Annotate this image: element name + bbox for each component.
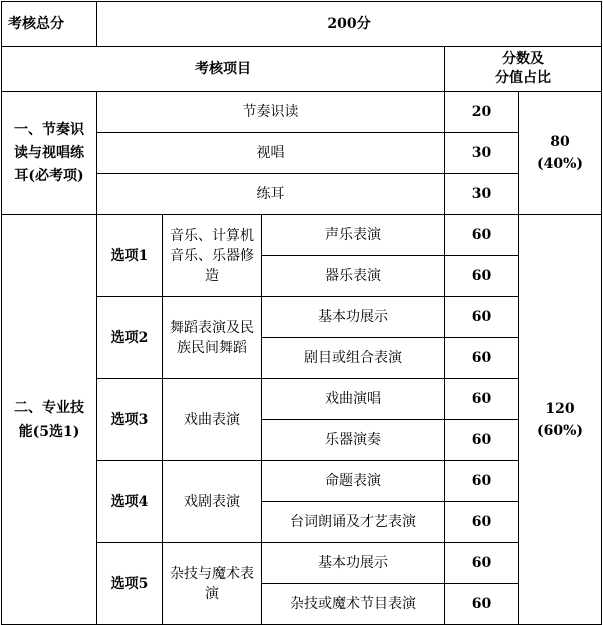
- section1-item: 节奏识读: [97, 92, 445, 133]
- option-label: 选项3: [97, 379, 163, 461]
- item-header: 考核项目: [2, 47, 445, 92]
- section1-subtotal: 80 (40%): [519, 92, 602, 215]
- option-item: 命题表演: [262, 461, 445, 502]
- option-score: 60: [445, 420, 519, 461]
- option-item: 基本功展示: [262, 297, 445, 338]
- option-score: 60: [445, 461, 519, 502]
- option-score: 60: [445, 502, 519, 543]
- option-item: 器乐表演: [262, 256, 445, 297]
- option-category: 戏剧表演: [163, 461, 262, 543]
- option-item: 基本功展示: [262, 543, 445, 584]
- total-row: [2, 2, 602, 47]
- option-score: 60: [445, 584, 519, 625]
- option-item: 剧目或组合表演: [262, 338, 445, 379]
- total-label: 考核总分: [2, 2, 97, 47]
- total-value: 200分: [97, 2, 602, 47]
- section2-subtotal: 120 (60%): [519, 215, 602, 625]
- option-score: 60: [445, 379, 519, 420]
- option-label: 选项1: [97, 215, 163, 297]
- section1-item: 视唱: [97, 133, 445, 174]
- section2-title: 二、专业技能(5选1): [2, 215, 97, 625]
- option-item: 声乐表演: [262, 215, 445, 256]
- option-category: 舞蹈表演及民族民间舞蹈: [163, 297, 262, 379]
- table-row: [2, 215, 602, 256]
- table-row: [2, 92, 602, 133]
- score-ratio-header: 分数及 分值占比: [445, 47, 602, 92]
- section1-score: 30: [445, 133, 519, 174]
- header-row: [2, 47, 602, 92]
- option-score: 60: [445, 543, 519, 584]
- exam-score-table: [1, 1, 602, 625]
- section1-score: 20: [445, 92, 519, 133]
- option-score: 60: [445, 297, 519, 338]
- section1-score: 30: [445, 174, 519, 215]
- option-item: 台词朗诵及才艺表演: [262, 502, 445, 543]
- option-label: 选项5: [97, 543, 163, 625]
- option-label: 选项2: [97, 297, 163, 379]
- option-score: 60: [445, 256, 519, 297]
- section1-item: 练耳: [97, 174, 445, 215]
- option-label: 选项4: [97, 461, 163, 543]
- option-category: 音乐、计算机音乐、乐器修造: [163, 215, 262, 297]
- option-category: 戏曲表演: [163, 379, 262, 461]
- option-item: 杂技或魔术节目表演: [262, 584, 445, 625]
- option-item: 乐器演奏: [262, 420, 445, 461]
- option-item: 戏曲演唱: [262, 379, 445, 420]
- option-score: 60: [445, 338, 519, 379]
- section1-title: 一、节奏识读与视唱练耳(必考项): [2, 92, 97, 215]
- option-category: 杂技与魔术表演: [163, 543, 262, 625]
- option-score: 60: [445, 215, 519, 256]
